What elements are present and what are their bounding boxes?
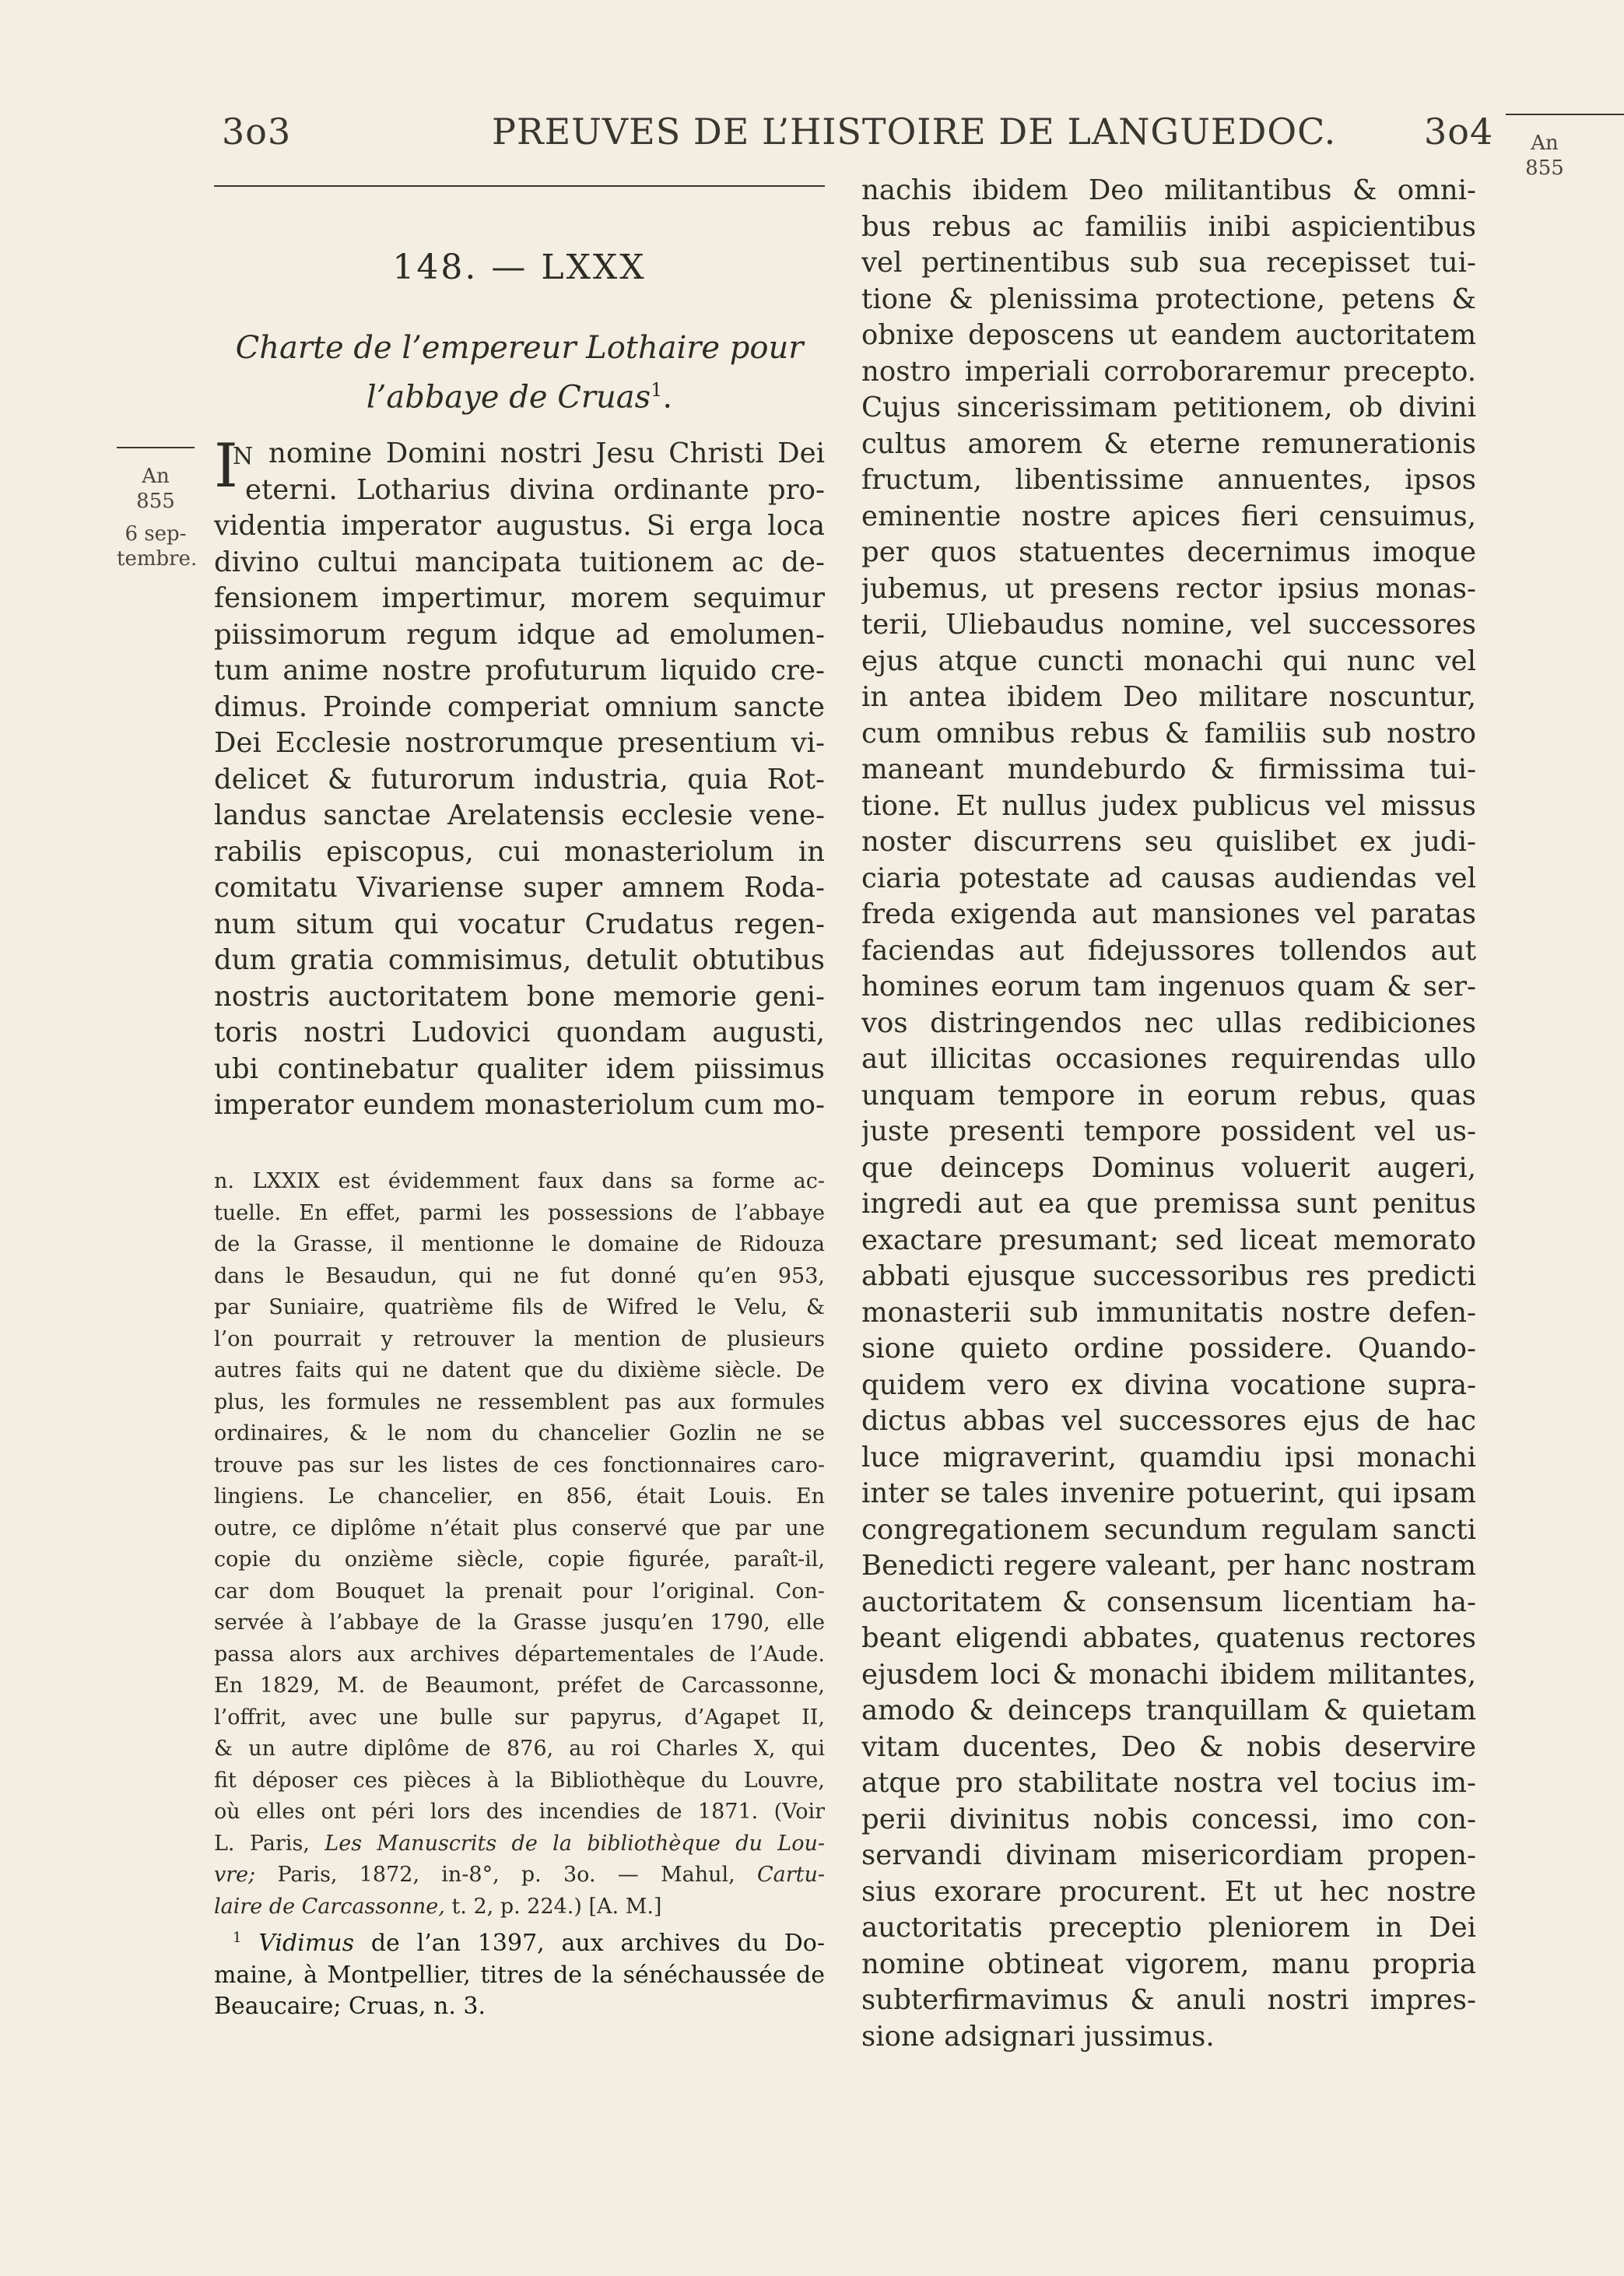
right-line: ciaria potestate ad causas audiendas vel	[861, 862, 1476, 894]
left-line: delicet & futurorum industria, quia Rot-	[214, 763, 825, 796]
right-line: Cujus sincerissimam petitionem, ob divini	[861, 392, 1476, 423]
right-line: ejusdem loci & monachi ibidem militantes,	[861, 1658, 1476, 1691]
note-ref-3-post: t. 2, p. 224.) [A. M.]	[444, 1894, 662, 1919]
left-margin-note	[117, 464, 198, 571]
note-line: de la Grasse, il mentionne le domaine de Ridouza	[214, 1232, 825, 1256]
footnote-1-rest: de l’an 1397, aux archives du Do-	[354, 1930, 825, 1957]
right-line: Benedicti regere valeant, per hanc nostram	[861, 1550, 1476, 1582]
right-margin-note	[1517, 131, 1572, 181]
note-line: En 1829, M. de Beaumont, préfet de Carcassonne,	[214, 1674, 825, 1698]
right-line: quidem vero ex divina vocatione supra-	[861, 1368, 1476, 1401]
note-line: servée à l’abbaye de la Grasse jusqu’en 1790, elle	[214, 1610, 825, 1635]
note-line: par Suniaire, quatrième fils de Wifred le Velu, &	[214, 1295, 825, 1319]
left-line: imperator eundem monasteriolum cum mo-	[214, 1089, 825, 1121]
note-line: car dom Bouquet la prenait pour l’original. Con-	[214, 1579, 825, 1603]
note-line: lingiens. Le chancelier, en 856, était Louis. En	[214, 1484, 825, 1509]
page-number-left: 3o3	[222, 111, 292, 153]
right-line: sione adsignari jussimus.	[861, 2020, 1215, 2053]
note-line: plus, les formules ne ressemblent pas aux formules	[214, 1389, 825, 1414]
left-line: eterni. Lotharius divina ordinante pro-	[245, 473, 825, 506]
right-line: juste presenti tempore possident vel us-	[861, 1115, 1476, 1147]
left-line: dum gratia commisimus, detulit obtutibus	[214, 944, 825, 976]
note-reference-line-2	[214, 1860, 825, 1891]
right-line: noster discurrens seu quislibet ex judi-	[861, 826, 1476, 858]
left-column-lines	[214, 431, 825, 1124]
note-line: copie du onzième siècle, copie figurée, paraît-il,	[214, 1547, 825, 1572]
note-ref-2-post: Paris, 1872, in-8°, p. 3o. — Mahul,	[255, 1863, 757, 1887]
right-line: nostro imperiali corroboraremur precepto.	[861, 355, 1476, 388]
left-line: fensionem impertimur, morem sequimur	[214, 582, 825, 614]
right-line: tione & plenissima protectione, petens &	[861, 283, 1476, 315]
note-ref-1-pre: L. Paris,	[214, 1831, 325, 1856]
right-line: obnixe deposcens ut eandem auctoritatem	[861, 319, 1476, 351]
right-line: vos distringendos nec ullas redibiciones	[861, 1006, 1476, 1039]
right-line: monasterii sub immunitatis nostre defen-	[861, 1296, 1476, 1329]
left-margin-date-1: 6 sep-	[125, 522, 187, 546]
right-line: beant eligendi abbates, quatenus rectores	[861, 1622, 1476, 1654]
right-line: nomine obtineat vigorem, manu propria	[861, 1948, 1476, 1980]
right-line: fructum, libentissime annuentes, ipsos	[861, 464, 1476, 496]
right-line: faciendas aut fidejussores tollendos aut	[861, 934, 1476, 967]
note-line: l’on pourrait y retrouver la mention de plusieurs	[214, 1326, 825, 1351]
running-title: PREUVES DE L’HISTOIRE DE LANGUEDOC.	[492, 111, 1337, 153]
right-line: nachis ibidem Deo militantibus & omni-	[861, 174, 1476, 206]
note-line: tuelle. En effet, parmi les possessions de l’abbaye	[214, 1200, 825, 1225]
footnote-1-italic: Vidimus	[258, 1930, 354, 1957]
left-margin-date-2: tembre.	[117, 547, 198, 571]
right-line: servandi divinam misericordiam propen-	[861, 1839, 1476, 1871]
right-line: aut illicitas occasiones requirendas ullo	[861, 1043, 1476, 1075]
document-title-line-2-text: l’abbaye de Cruas	[366, 379, 651, 416]
footnote-1-line-3: Beaucaire; Cruas, n. 3.	[214, 1993, 486, 2020]
right-line: exactare presumant; sed liceat memorato	[861, 1224, 1476, 1256]
right-line: sione quieto ordine possidere. Quando-	[861, 1333, 1476, 1365]
right-line: unquam tempore in eorum rebus, quas	[861, 1079, 1476, 1112]
right-column-lines	[861, 173, 1476, 2055]
note-reference-line-1	[214, 1828, 825, 1860]
right-line: subterfirmavimus & anuli nostri impres-	[861, 1984, 1476, 2016]
note-line: fit déposer ces pièces à la Bibliothèque du Louvre,	[214, 1768, 825, 1793]
right-line: congregationem secundum regulam sancti	[861, 1513, 1476, 1546]
left-line: divino cultui mancipata tuitionem ac de-	[214, 546, 825, 578]
left-line: landus sanctae Arelatensis ecclesie vene-	[214, 799, 825, 831]
column-top-rule	[214, 185, 825, 187]
right-line: luce migraverint, quamdiu ipsi monachi	[861, 1441, 1476, 1473]
page-number-right: 3o4	[1424, 111, 1494, 153]
left-line: videntia imperator augustus. Si erga loca	[214, 510, 825, 542]
left-line: Dei Ecclesie nostrorumque presentium vi-	[214, 727, 825, 759]
left-line: ubi continebatur qualiter idem piissimus	[214, 1052, 825, 1085]
right-line: ingredi aut ea que premissa sunt penitus	[861, 1188, 1476, 1220]
note-line: & un autre diplôme de 876, au roi Charles X, qui	[214, 1737, 825, 1761]
left-line: dimus. Proinde comperiat omnium sancte	[214, 690, 825, 723]
note-line: où elles ont péri lors des incendies de 1871. (Voir	[214, 1800, 825, 1824]
dropcap: I	[214, 431, 238, 501]
right-line: cum omnibus rebus & familiis sub nostro	[861, 717, 1476, 750]
header-rule-right	[1506, 114, 1624, 115]
right-line: maneant mundeburdo & firmissima tui-	[861, 753, 1476, 785]
right-line: terii, Uliebaudus nomine, vel successores	[861, 609, 1476, 641]
document-title	[214, 327, 825, 418]
right-line: cultus amorem & eterne remunerationis	[861, 427, 1476, 460]
right-margin-year: 855	[1525, 156, 1564, 180]
left-line: toris nostri Ludovici quondam augusti,	[214, 1017, 825, 1048]
note-line: l’offrit, avec une bulle sur papyrus, d’Agapet II,	[214, 1705, 825, 1730]
right-line: auctoritatis preceptio pleniorem in Dei	[861, 1912, 1476, 1944]
note-ref-2-italic: vre;	[214, 1863, 256, 1887]
left-margin-rule	[117, 447, 195, 448]
right-line: ejus atque cuncti monachi qui nunc vel	[861, 645, 1476, 677]
note-line: autres faits qui ne datent que du dixième siècle. De	[214, 1358, 825, 1382]
right-line: bus rebus ac familiis inibi aspicientibus	[861, 210, 1476, 243]
right-line: auctoritatem & consensum licentiam ha-	[861, 1586, 1476, 1618]
right-line: freda exigenda aut mansiones vel paratas	[861, 898, 1476, 930]
note-line: dans le Besaudun, qui ne fut donné qu’en 953,	[214, 1263, 825, 1288]
left-margin-year: 855	[136, 490, 175, 513]
right-line: in antea ibidem Deo militare noscuntur,	[861, 681, 1476, 713]
note-line: n. LXXIX est évidemment faux dans sa forme ac-	[214, 1169, 825, 1193]
right-line: amodo & deinceps tranquillam & quietam	[861, 1695, 1476, 1726]
left-line: tum anime nostre profuturum liquido cre-	[214, 655, 825, 687]
document-title-line-2	[214, 369, 825, 418]
note-line: ordinaires, & le nom du chancelier Gozlin ne se	[214, 1421, 825, 1445]
right-line: jubemus, ut presens rector ipsius monas-	[861, 572, 1476, 605]
left-line: rabilis episcopus, cui monasteriolum in	[214, 835, 825, 868]
right-line: sius exorare procurent. Et ut hec nostre	[861, 1875, 1476, 1908]
right-line: perii divinitus nobis concessi, imo con-	[861, 1803, 1476, 1835]
right-line: vitam ducentes, Deo & nobis deservire	[861, 1730, 1476, 1763]
left-line: nostris auctoritatem bone memorie geni-	[214, 980, 825, 1013]
note-ref-1-italic: Les Manuscrits de la bibliothèque du Lou-	[324, 1831, 825, 1856]
note-line: passa alors aux archives départementales de l’Aude.	[214, 1642, 825, 1667]
note-lines	[214, 1166, 825, 1828]
right-line: atque pro stabilitate nostra vel tocius im-	[861, 1767, 1476, 1799]
right-line: que deinceps Dominus voluerit augeri,	[861, 1151, 1476, 1184]
note-line: trouve pas sur les listes de ces fonctionnaires caro-	[214, 1452, 825, 1477]
first-word-rest: N	[233, 443, 254, 470]
right-line: eminentie nostre apices fieri censuimus,	[861, 500, 1476, 532]
note-line: outre, ce diplôme n’était plus conservé que par une	[214, 1516, 825, 1540]
document-title-end: .	[662, 379, 673, 416]
right-line: tione. Et nullus judex publicus vel missus	[861, 789, 1476, 822]
right-line: vel pertinentibus sub sua recepisset tui-	[861, 247, 1476, 279]
footnote-1-line-1	[214, 1923, 825, 1960]
document-number: 148. — LXXX	[392, 248, 647, 287]
right-margin-an: An	[1531, 132, 1559, 155]
footnote-1-mark: 1	[233, 1930, 242, 1946]
left-margin-an: An	[142, 465, 170, 488]
note-ref-3-italic: laire de Carcassonne,	[214, 1894, 445, 1919]
right-line: dictus abbas vel successores ejus de hac	[861, 1405, 1476, 1437]
document-title-line-1: Charte de l’empereur Lothaire pour	[235, 330, 804, 366]
right-line: homines eorum tam ingenuos quam & ser-	[861, 971, 1476, 1003]
left-line: nomine Domini nostri Jesu Christi Dei	[268, 437, 825, 469]
left-line: num situm qui vocatur Crudatus regen-	[214, 908, 825, 940]
left-column-notes	[214, 1166, 825, 2023]
left-column-text	[214, 431, 825, 1124]
footnote-1-line-2: maine, à Montpellier, titres de la sénéchaussée de	[214, 1961, 825, 1989]
right-line: per quos statuentes decernimus imoque	[861, 536, 1476, 568]
note-reference-line-3	[214, 1891, 825, 1923]
right-line: inter se tales invenire potuerint, qui ipsam	[861, 1477, 1476, 1509]
right-line: abbati ejusque successoribus res predicti	[861, 1260, 1476, 1292]
footnote-ref: 1	[651, 379, 663, 401]
left-line: comitatu Vivariense super amnem Roda-	[214, 872, 825, 904]
note-ref-2-italic2: Cartu-	[756, 1863, 825, 1887]
left-line: piissimorum regum idque ad emolumen-	[214, 618, 825, 651]
right-column-text	[861, 173, 1476, 2055]
